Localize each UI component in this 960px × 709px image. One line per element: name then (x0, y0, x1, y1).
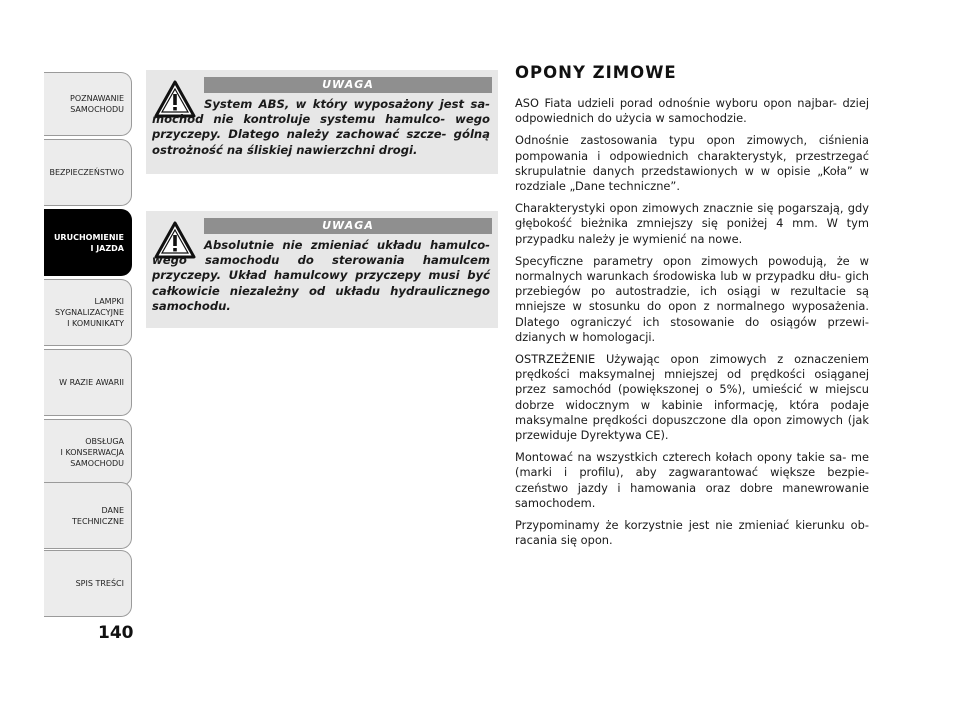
winter-tyres-section (515, 63, 869, 555)
tab-dane-techniczne[interactable] (44, 482, 132, 549)
tab-label: LAMPKI SYGNALIZACYJNE I KOMUNIKATY (55, 297, 124, 328)
tab-label: DANE TECHNICZNE (72, 505, 124, 526)
paragraph: Odnośnie zastosowania typu opon zimowych, ciśnienia pompowania i odpowiednich charakterystyk, przestrzegać skrupulatnie danych przedstawionych w w opisie „Koła” w rozdziale „Dane techniczne”. (515, 133, 869, 194)
tab-label: W RAZIE AWARII (59, 378, 124, 387)
tab-label: URUCHOMIENIE I JAZDA (53, 232, 124, 253)
tab-spis-tresci[interactable] (44, 550, 132, 617)
warning-box (146, 70, 498, 174)
warning-text: Absolutnie nie zmieniać układu hamulco- wego samochodu do sterowania hamulcem przyczepy. Układ hamulcowy przyczepy musi być całkowicie niezależny od układu hydraulicznego samochodu. (152, 238, 490, 313)
tab-lampki-sygnalizacyjne[interactable] (44, 279, 132, 346)
paragraph: Specyficzne parametry opon zimowych powodują, że w normalnych warunkach środowiska lub w przypadku dłu- gich przebiegów po autostradzie, ich osiągi w rezultacie są mniejsze w stosunku do opon z normalnego wyposażenia. Dlatego ograniczyć ich stosowanie do osiągów przewi- dzianych w homologacji. (515, 253, 869, 344)
paragraph: Charakterystyki opon zimowych znacznie się pogarszają, gdy głębokość bieżnika zmniejszy się poniżej 4 mm. W tym przypadku należy je wymienić na nowe. (515, 201, 869, 246)
tab-poznawanie-samochodu[interactable] (44, 72, 132, 136)
tab-label: SPIS TREŚCI (75, 579, 124, 588)
tab-label: BEZPIECZEŃSTWO (49, 168, 124, 177)
warning-title: UWAGA (204, 77, 492, 93)
warning-text: System ABS, w który wyposażony jest sa- mochód nie kontroluje systemu hamulco- wego przyczepy. Dlatego należy zachować szcze- gólną ostrożność na śliskiej nawierzchni drogi. (152, 97, 490, 157)
tab-obsluga-i-konserwacja[interactable] (44, 419, 132, 486)
paragraph: Przypominamy że korzystnie jest nie zmieniać kierunku ob- racania się opon. (515, 518, 869, 548)
paragraph: OSTRZEŻENIE Używając opon zimowych z oznaczeniem prędkości maksymalnej mniejszej od prędkości osiąganej przez samochód (powiększonej o 5%), umieścić w miejscu dobrze widocznym w kabinie informację, która podaje maksymalne prędkości dopuszczone dla opon zimowych (jak przewiduje Dyrektywa CE). (515, 352, 869, 443)
warning-title: UWAGA (204, 218, 492, 234)
tab-bezpieczenstwo[interactable] (44, 139, 132, 206)
paragraph: ASO Fiata udzieli porad odnośnie wyboru opon najbar- dziej odpowiednich do użycia w samochodzie. (515, 96, 869, 126)
warning-box (146, 211, 498, 328)
tab-uruchomienie-i-jazda[interactable] (44, 209, 132, 276)
paragraph: Montować na wszystkich czterech kołach opony takie sa- me (marki i profilu), aby zagwarantować większe bezpie- czeństwo jazdy i hamowania oraz dobre manewrowanie samochodem. (515, 450, 869, 510)
section-title: OPONY ZIMOWE (515, 63, 677, 82)
tab-w-razie-awarii[interactable] (44, 349, 132, 416)
tab-label: POZNAWANIE SAMOCHODU (70, 94, 124, 114)
page-number: 140 (98, 623, 134, 643)
tab-label: OBSŁUGA I KONSERWACJA SAMOCHODU (60, 437, 124, 468)
